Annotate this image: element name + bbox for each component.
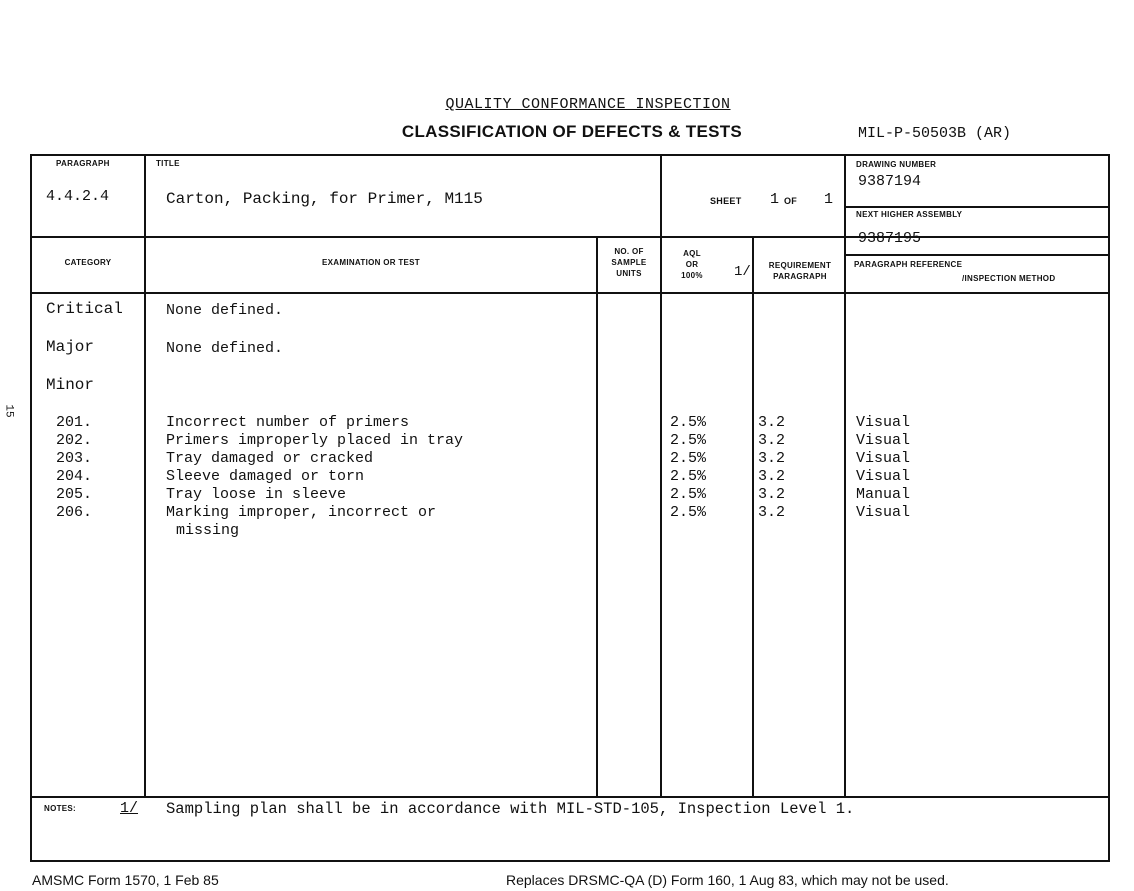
drawing-number-value: 9387194 — [858, 173, 922, 190]
defects-form — [30, 154, 1110, 862]
requirement-value: 3.2 — [758, 450, 786, 467]
defect-code: 202. — [56, 432, 93, 449]
row-divider-colheads — [32, 292, 1108, 294]
defect-codes — [56, 414, 92, 522]
document-title: CLASSIFICATION OF DEFECTS & TESTS — [401, 122, 743, 141]
row-divider-header — [32, 236, 1108, 238]
label-sample-units: NO. OF SAMPLE UNITS — [611, 247, 647, 278]
label-drawing-number: DRAWING NUMBER — [856, 160, 937, 169]
defect-requirement-values — [758, 414, 785, 522]
col-divider-sample — [596, 236, 598, 796]
method-value: Visual — [856, 468, 911, 485]
defect-code: 206. — [56, 504, 93, 521]
aql-value: 2.5% — [670, 468, 707, 485]
label-sheet: SHEET — [710, 196, 742, 206]
col-divider-method — [844, 156, 846, 796]
next-assembly-value: 9387195 — [858, 230, 922, 247]
aql-value: 2.5% — [670, 504, 707, 521]
aql-value: 2.5% — [670, 414, 707, 431]
label-of: OF — [784, 196, 798, 206]
aql-value: 2.5% — [670, 432, 707, 449]
requirement-value: 3.2 — [758, 504, 786, 521]
label-category: CATEGORY — [64, 258, 112, 267]
label-next-higher-assembly: NEXT HIGHER ASSEMBLY — [856, 210, 963, 219]
defect-desc: Sleeve damaged or torn — [166, 468, 365, 485]
defect-code: 205. — [56, 486, 93, 503]
label-paragraph: PARAGRAPH — [56, 159, 110, 168]
defect-code: 204. — [56, 468, 93, 485]
aql-value: 2.5% — [670, 450, 707, 467]
method-value: Visual — [856, 450, 911, 467]
label-title: TITLE — [156, 159, 180, 168]
defect-methods — [856, 414, 910, 522]
row-divider-assembly — [844, 254, 1108, 256]
category-major: Major — [46, 338, 95, 356]
defect-descriptions — [166, 414, 463, 540]
defect-desc: Tray loose in sleeve — [166, 486, 347, 503]
note-text: Sampling plan shall be in accordance with MIL-STD-105, Inspection Level 1. — [166, 800, 855, 818]
footer-form-id: AMSMC Form 1570, 1 Feb 85 — [32, 872, 219, 888]
requirement-value: 3.2 — [758, 468, 786, 485]
label-examination: EXAMINATION OR TEST — [322, 258, 420, 267]
note-marker: 1/ — [120, 800, 139, 817]
method-value: Visual — [856, 414, 911, 431]
label-notes: NOTES: — [44, 804, 77, 813]
method-value: Visual — [856, 504, 911, 521]
critical-text: None defined. — [166, 302, 284, 319]
sheet-value: 1 — [770, 191, 780, 208]
category-minor: Minor — [46, 376, 95, 394]
row-divider-drawing — [844, 206, 1108, 208]
spec-number: MIL-P-50503B (AR) — [858, 125, 1012, 142]
defect-code: 203. — [56, 450, 93, 467]
header-line1: QUALITY CONFORMANCE INSPECTION — [445, 96, 731, 113]
method-value: Visual — [856, 432, 911, 449]
label-inspection-method: /INSPECTION METHOD — [962, 274, 1056, 283]
defect-desc: Primers improperly placed in tray — [166, 432, 464, 449]
requirement-value: 3.2 — [758, 414, 786, 431]
page-mark: 15 — [2, 404, 15, 418]
footer-replaces: Replaces DRSMC-QA (D) Form 160, 1 Aug 83, which may not be used. — [506, 872, 949, 888]
col-divider-category — [144, 156, 146, 796]
col-divider-req — [752, 236, 754, 796]
label-aql: AQL OR 100% — [681, 249, 703, 280]
requirement-value: 3.2 — [758, 432, 786, 449]
defect-desc: Tray damaged or cracked — [166, 450, 374, 467]
aql-note-marker: 1/ — [734, 264, 751, 280]
category-critical: Critical — [46, 300, 123, 318]
defect-code: 201. — [56, 414, 93, 431]
defect-aql-values — [670, 414, 706, 522]
label-paragraph-reference: PARAGRAPH REFERENCE — [854, 260, 963, 269]
defect-desc: Marking improper, incorrect or — [166, 504, 437, 521]
title-value: Carton, Packing, for Primer, M115 — [166, 190, 483, 208]
major-text: None defined. — [166, 340, 284, 357]
aql-value: 2.5% — [670, 486, 707, 503]
requirement-value: 3.2 — [758, 486, 786, 503]
label-requirement: REQUIREMENT PARAGRAPH — [768, 261, 832, 281]
sheet-of-value: 1 — [824, 191, 834, 208]
row-divider-notes — [32, 796, 1108, 798]
paragraph-value: 4.4.2.4 — [46, 188, 110, 205]
method-value: Manual — [856, 486, 911, 503]
defect-desc-continued: missing — [176, 522, 240, 539]
defect-desc: Incorrect number of primers — [166, 414, 410, 431]
